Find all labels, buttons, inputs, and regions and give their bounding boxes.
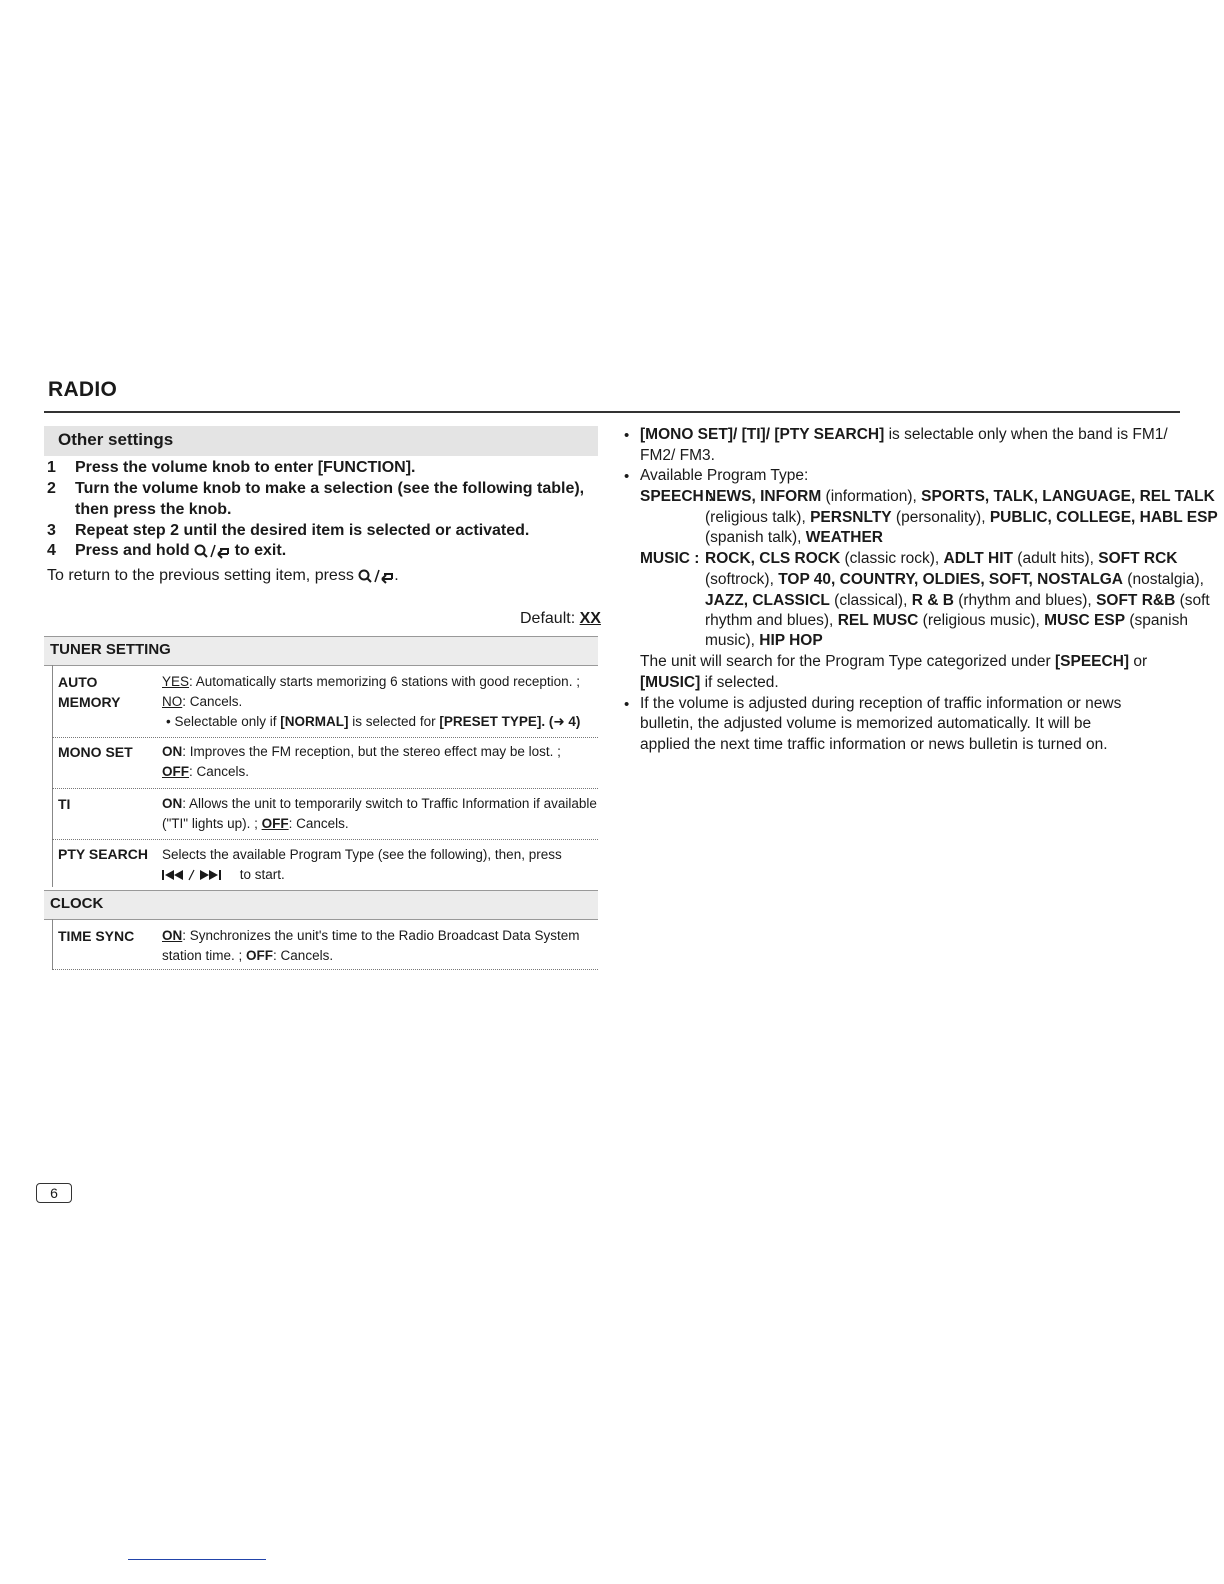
mono-set-label: MONO SET bbox=[58, 744, 133, 760]
page-number: 6 bbox=[36, 1183, 72, 1203]
music-label: MUSIC : bbox=[640, 550, 700, 567]
tuner-row-border bbox=[52, 665, 53, 887]
volume-note-line-3: applied the next time traffic information or news bulletin is turned on. bbox=[640, 736, 1108, 753]
music-line-4: rhythm and blues), REL MUSC (religious music), MUSC ESP (spanish bbox=[705, 612, 1188, 629]
other-settings-heading: Other settings bbox=[58, 430, 174, 449]
step-3: 3 Repeat step 2 until the desired item is selected or activated. bbox=[47, 522, 530, 539]
speech-line-3: (spanish talk), WEATHER bbox=[705, 529, 884, 546]
row-divider bbox=[52, 839, 598, 840]
title-rule bbox=[44, 411, 1180, 413]
section-title: RADIO bbox=[48, 378, 118, 401]
row-divider bbox=[52, 737, 598, 738]
clock-row-border bbox=[52, 919, 53, 969]
row-divider bbox=[52, 788, 598, 789]
time-sync-label: TIME SYNC bbox=[58, 928, 135, 944]
music-line-2: (softrock), TOP 40, COUNTRY, OLDIES, SOFT, NOSTALGA (nostalgia), bbox=[705, 571, 1204, 588]
return-instruction: To return to the previous setting item, press . bbox=[47, 567, 399, 584]
search-back-icon bbox=[194, 543, 230, 559]
search-back-icon bbox=[358, 568, 394, 584]
volume-note-line-2: bulletin, the adjusted volume is memorized automatically. It will be bbox=[640, 715, 1092, 732]
music-line-5: music), HIP HOP bbox=[705, 632, 823, 649]
table-bottom-border bbox=[52, 969, 598, 970]
ti-description: ON: Allows the unit to temporarily switch to Traffic Information if available ("TI" lights up). ; OFF: Cancels. bbox=[162, 796, 597, 831]
program-type-heading: Available Program Type: bbox=[640, 467, 809, 484]
band-note-line-1: [MONO SET]/ [TI]/ [PTY SEARCH] is selectable only when the band is FM1/ bbox=[640, 426, 1168, 443]
mono-set-description: ON: Improves the FM reception, but the stereo effect may be lost. ; OFF: Cancels. bbox=[162, 744, 561, 779]
ti-label: TI bbox=[58, 796, 71, 812]
bullet: • bbox=[624, 696, 630, 713]
music-line-1: ROCK, CLS ROCK (classic rock), ADLT HIT (adult hits), SOFT RCK bbox=[705, 550, 1178, 567]
time-sync-description: ON: Synchronizes the unit's time to the Radio Broadcast Data System station time. ; OFF: Cancels. bbox=[162, 928, 580, 963]
bullet: • bbox=[624, 427, 630, 444]
speech-label: SPEECH : bbox=[640, 488, 714, 505]
pty-search-description: Selects the available Program Type (see the following), then, press to start. bbox=[162, 847, 562, 882]
speech-line-1: NEWS, INFORM (information), SPORTS, TALK, LANGUAGE, REL TALK bbox=[705, 488, 1215, 505]
tuner-setting-header: TUNER SETTING bbox=[44, 636, 598, 666]
step-4: 4 Press and hold to exit. bbox=[47, 542, 287, 559]
step-2: 2 Turn the volume knob to make a selection (see the following table), bbox=[47, 480, 585, 497]
speech-line-2: (religious talk), PERSNLTY (personality), PUBLIC, COLLEGE, HABL ESP bbox=[705, 509, 1218, 526]
skip-back-forward-icon bbox=[162, 869, 236, 881]
auto-memory-description: YES: Automatically starts memorizing 6 stations with good reception. ; NO: Cancels. • Selectable only if [NORMAL] is selected for [PRESET TYPE]. (➜ 4) bbox=[162, 674, 581, 729]
default-note: Default: XX bbox=[520, 610, 601, 627]
search-note-line-1: The unit will search for the Program Type categorized under [SPEECH] or bbox=[640, 653, 1148, 670]
clock-header: CLOCK bbox=[44, 890, 598, 920]
music-line-3: JAZZ, CLASSICL (classical), R & B (rhythm and blues), SOFT R&B (soft bbox=[705, 592, 1210, 609]
volume-note-line-1: If the volume is adjusted during reception of traffic information or news bbox=[640, 695, 1122, 712]
pty-search-label: PTY SEARCH bbox=[58, 846, 148, 862]
step-1: 1 Press the volume knob to enter [FUNCTION]. bbox=[47, 459, 416, 476]
band-note-line-2: FM2/ FM3. bbox=[640, 447, 715, 464]
search-note-line-2: [MUSIC] if selected. bbox=[640, 674, 779, 691]
bottom-rule bbox=[128, 1559, 266, 1560]
step-2-continued: then press the knob. bbox=[75, 501, 232, 518]
bullet: • bbox=[624, 468, 630, 485]
auto-memory-label: AUTO MEMORY bbox=[58, 674, 121, 710]
